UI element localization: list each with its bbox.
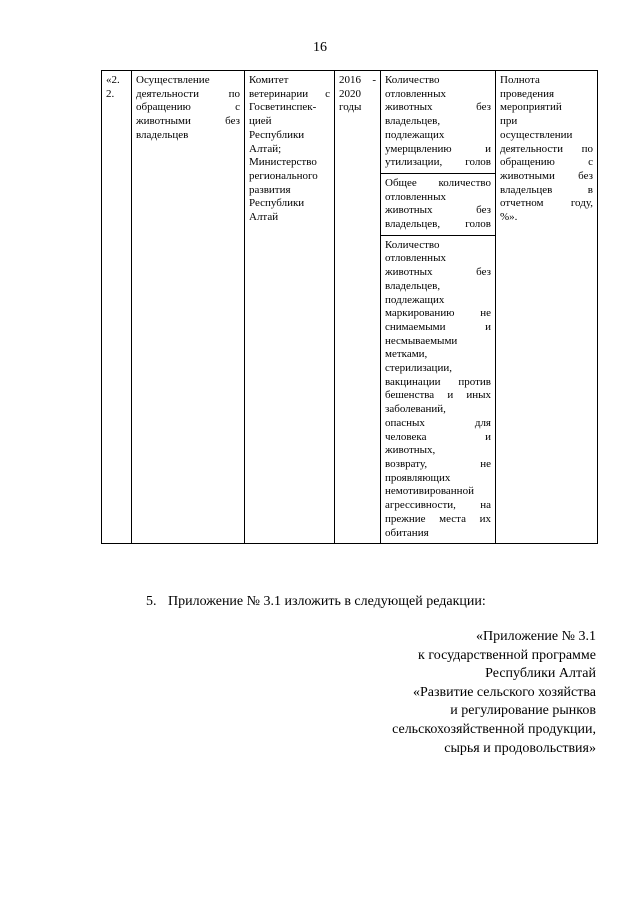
amendment-number: 5. <box>146 594 157 609</box>
cell-line: агрессивности, на <box>385 499 491 512</box>
cell-line: 2016 - <box>339 74 376 86</box>
indicator-cell <box>381 173 496 235</box>
cell-line: Общее количество <box>385 176 491 189</box>
cell-line: утилизации, голов <box>385 156 491 169</box>
cell-line: Алтай <box>249 211 279 224</box>
cell-line: регионального <box>249 169 318 182</box>
indicator-cell <box>381 71 496 174</box>
cell-line: 2020 <box>339 87 361 100</box>
cell-line: животными без <box>136 115 240 128</box>
cell-line: обращению с <box>136 101 240 114</box>
cell-line: цией <box>249 115 272 128</box>
cell-line: при <box>500 115 518 128</box>
program-table <box>101 70 598 544</box>
cell-line: животных без <box>385 266 491 279</box>
period-cell <box>335 71 381 544</box>
cell-line: Количество <box>385 238 440 251</box>
cell-line: отловленных <box>385 190 446 203</box>
appendix-line: сырья и продовольствия» <box>444 740 596 756</box>
indicator-cell <box>381 235 496 543</box>
cell-line: развития <box>249 183 291 196</box>
cell-line: умерщвлению и <box>385 142 491 155</box>
cell-line: стерилизации, <box>385 362 452 375</box>
cell-line: отчетном году, <box>500 197 593 210</box>
appendix-line: «Развитие сельского хозяйства <box>412 684 596 700</box>
cell-line: Полнота <box>500 74 540 86</box>
cell-line: метками, <box>385 348 428 361</box>
appendix-line: сельскохозяйственной продукции, <box>392 721 596 737</box>
cell-line: животных без <box>385 204 491 217</box>
amendment-item <box>146 594 486 610</box>
cell-line: заболеваний, <box>385 403 446 416</box>
cell-line: прежние места их <box>385 512 491 525</box>
cell-line: снимаемыми и <box>385 320 491 333</box>
cell-line: Республики <box>249 197 305 210</box>
appendix-line: «Приложение № 3.1 <box>476 629 596 644</box>
page-number: 16 <box>313 40 327 55</box>
executor-cell <box>245 71 335 544</box>
cell-line: проведения <box>500 87 555 100</box>
cell-line: владельцев, голов <box>385 218 491 231</box>
cell-line: осуществлении <box>500 128 573 141</box>
cell-line: Комитет <box>249 74 289 86</box>
appendix-line: Республики Алтай <box>485 666 596 682</box>
appendix-header <box>296 628 596 758</box>
cell-line: подлежащих <box>385 128 445 141</box>
cell-line: проявляющих <box>385 471 451 484</box>
cell-line: человека и <box>385 430 491 443</box>
cell-line: владельцев в <box>500 183 593 196</box>
table-row <box>102 71 598 174</box>
cell-line: Количество <box>385 74 440 86</box>
cell-line: %». <box>500 211 518 224</box>
cell-line: маркированию не <box>385 307 491 320</box>
cell-line: владельцев <box>136 128 189 141</box>
cell-line: возврату, не <box>385 457 491 470</box>
cell-line: отловленных <box>385 252 446 265</box>
amendment-text: Приложение № 3.1 изложить в следующей редакции: <box>168 594 486 609</box>
cell-line: немотивированной <box>385 485 474 498</box>
cell-line: бешенства и иных <box>385 389 491 402</box>
cell-line: «2. <box>106 74 120 86</box>
cell-line: Министерство <box>249 156 317 169</box>
cell-line: Республики <box>249 128 305 141</box>
cell-line: животных, <box>385 444 436 457</box>
cell-line: несмываемыми <box>385 334 458 347</box>
cell-line: Алтай; <box>249 142 282 155</box>
cell-line: Осуществление <box>136 74 210 86</box>
cell-line: отловленных <box>385 87 446 100</box>
cell-line: Госветинспек- <box>249 101 317 114</box>
cell-line: деятельности по <box>136 87 240 100</box>
cell-line: деятельности по <box>500 142 593 155</box>
cell-line: подлежащих <box>385 293 445 306</box>
cell-line: мероприятий <box>500 101 562 114</box>
cell-line: опасных для <box>385 416 491 429</box>
cell-line: животными без <box>500 169 593 182</box>
cell-line: владельцев, <box>385 115 441 128</box>
cell-line: животных без <box>385 101 491 114</box>
cell-line: годы <box>339 101 362 114</box>
appendix-line: и регулирование рынков <box>450 703 596 719</box>
appendix-line: к государственной программе <box>418 647 596 663</box>
cell-line: обитания <box>385 526 429 539</box>
event-cell <box>132 71 245 544</box>
cell-line: вакцинации против <box>385 375 491 388</box>
cell-line: обращению с <box>500 156 593 169</box>
cell-line: 2. <box>106 87 115 100</box>
cell-line: владельцев, <box>385 279 441 292</box>
row-number-cell <box>102 71 132 544</box>
result-cell <box>496 71 598 544</box>
cell-line: ветеринарии с <box>249 87 330 100</box>
